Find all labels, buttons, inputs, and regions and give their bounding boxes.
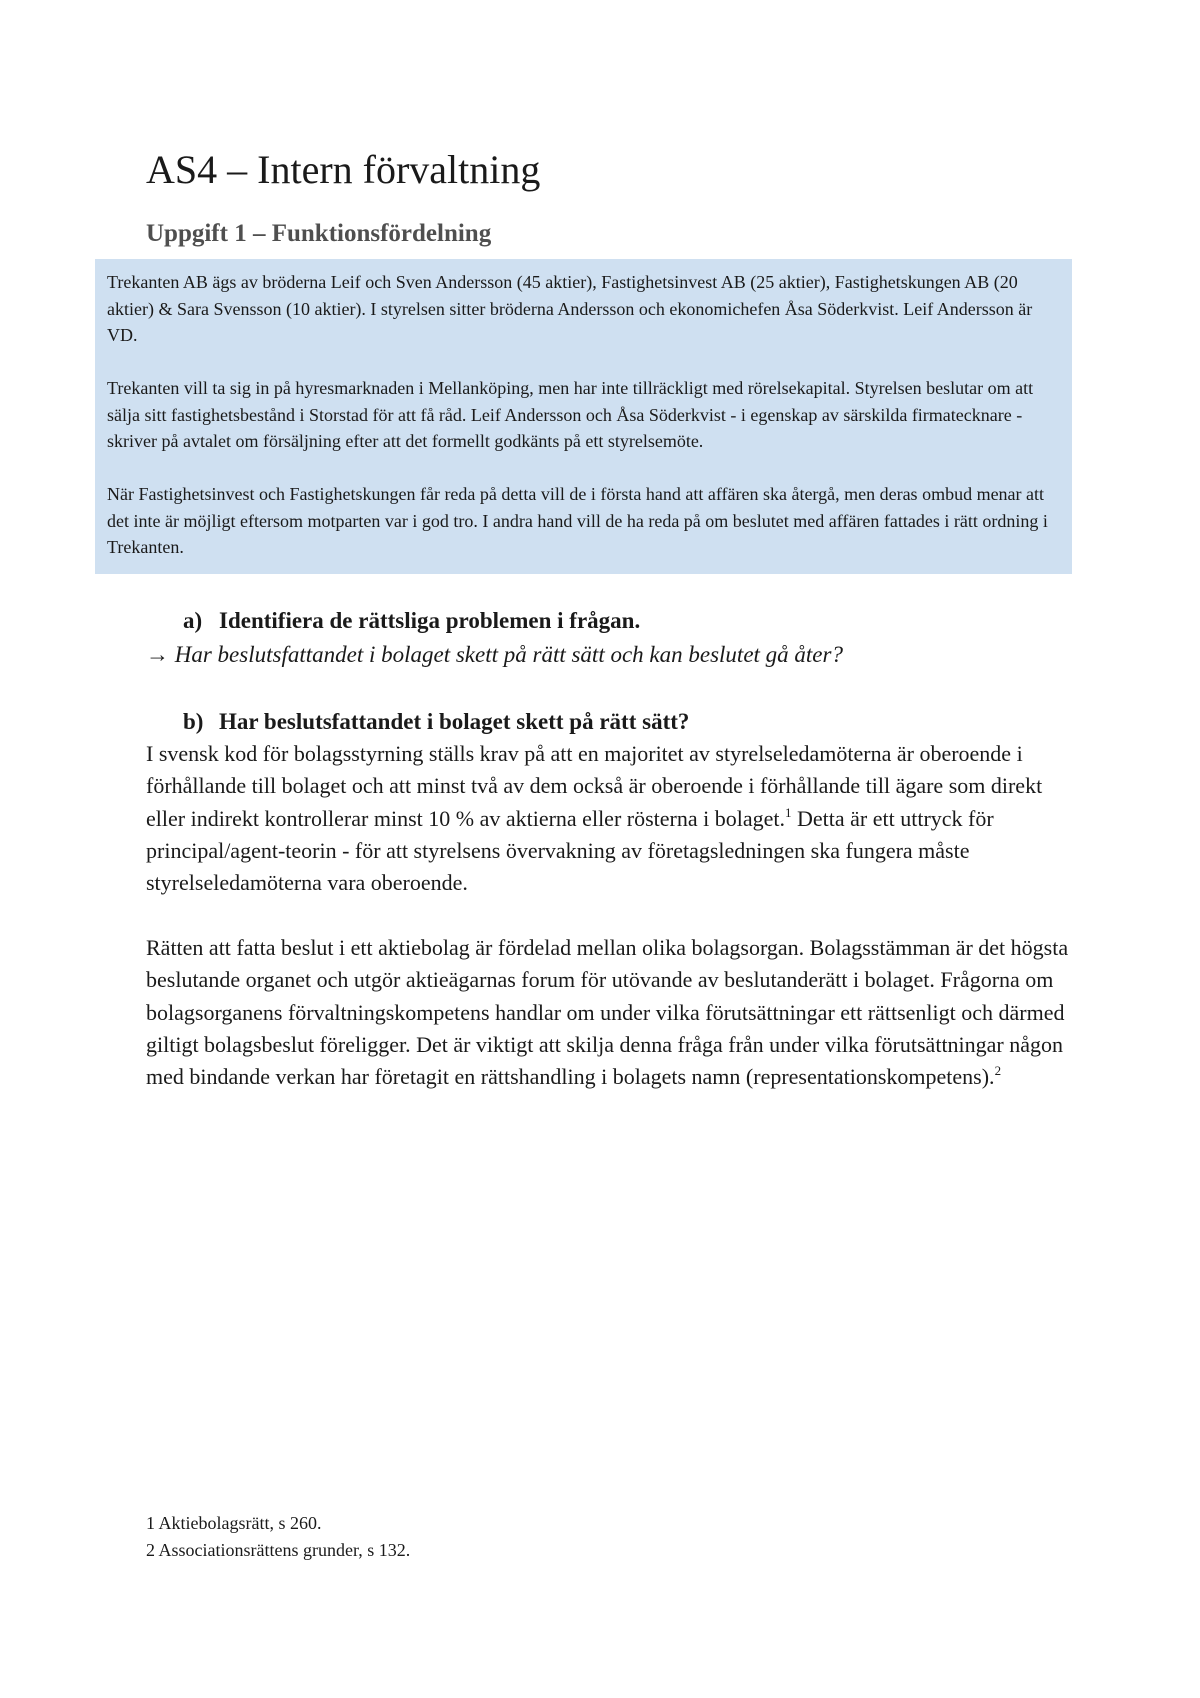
footnote-reference-2[interactable]: 2	[994, 1063, 1002, 1079]
question-a-heading	[183, 606, 640, 636]
question-b-text: Har beslutsfattandet i bolaget skett på rätt sätt?	[219, 709, 690, 734]
question-b-marker: b)	[183, 709, 204, 734]
body-paragraph-2-text: Rätten att fatta beslut i ett aktiebolag är fördelad mellan olika bolagsorgan. Bolagsstämman är det högsta beslutande organet och utgör aktieägarnas forum för utövande av beslutanderätt i bolaget. Frågorna om bolagsorganens förvaltningskompetens handlar om under vilka förutsättningar ett rättsenligt och därmed giltigt bolagsbeslut föreligger. Det är viktigt att skilja denna fråga från under vilka förutsättningar någon med bindande verkan har företagit en rättshandling i bolagets namn (representationskompetens).	[146, 935, 1069, 1090]
question-b-heading	[183, 707, 689, 737]
case-description-box	[95, 259, 1072, 574]
question-a-answer: → Har beslutsfattandet i bolaget skett på rätt sätt och kan beslutet gå åter?	[146, 642, 843, 667]
case-paragraph-1: Trekanten AB ägs av bröderna Leif och Sven Andersson (45 aktier), Fastighetsinvest AB (25 aktier), Fastighetskungen AB (20 aktier) & Sara Svensson (10 aktier). I styrelsen sitter bröderna Andersson och ekonomichefen Åsa Söderkvist. Leif Andersson är VD.	[107, 272, 1033, 345]
body-paragraph-2	[146, 932, 1071, 1093]
body-paragraph-1-part-1: I svensk kod för bolagsstyrning ställs krav på att en majoritet av styrelseledamöterna är oberoende i förhållande till bolaget och att minst två av dem också är oberoende i förhållande till ägare som direkt eller indirekt kontrollerar minst 10 % av aktierna eller rösterna i bolaget.	[146, 741, 1043, 831]
question-a-text: Identifiera de rättsliga problemen i frågan.	[219, 608, 641, 633]
case-paragraph-2: Trekanten vill ta sig in på hyresmarknaden i Mellanköping, men har inte tillräckligt med rörelsekapital. Styrelsen beslutar om att sälja sitt fastighetsbestånd i Storstad för att få råd. Leif Andersson och Åsa Söderkvist - i egenskap av särskilda firmatecknare - skriver på avtalet om försäljning efter att det formellt godkänts på ett styrelsemöte.	[107, 378, 1034, 451]
footnote-reference-1[interactable]: 1	[785, 804, 792, 820]
page-title: AS4 – Intern förvaltning	[146, 147, 541, 192]
footnote-1: 1 Aktiebolagsrätt, s 260.	[146, 1513, 322, 1533]
body-paragraph-1	[146, 738, 1071, 899]
body-paragraph-1-part-2: Detta är ett uttryck för principal/agent-teorin - för att styrelsens övervakning av företagsledningen ska fungera måste styrelseledamöterna vara oberoende.	[146, 805, 994, 896]
footnote-2: 2 Associationsrättens grunder, s 132.	[146, 1540, 411, 1560]
footnotes	[146, 1510, 410, 1564]
section-heading: Uppgift 1 – Funktionsfördelning	[146, 220, 492, 247]
case-paragraph-3: När Fastighetsinvest och Fastighetskungen får reda på detta vill de i första hand att affären ska återgå, men deras ombud menar att det inte är möjligt eftersom motparten var i god tro. I andra hand vill de ha reda på om beslutet med affären fattades i rätt ordning i Trekanten.	[107, 484, 1048, 557]
question-a-marker: a)	[183, 608, 203, 633]
